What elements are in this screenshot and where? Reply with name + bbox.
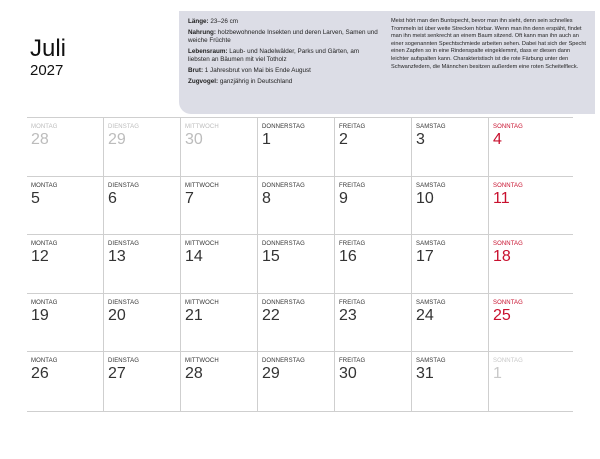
weekday-label: MONTAG xyxy=(31,358,58,365)
day-number: 11 xyxy=(493,189,510,207)
day-cell[interactable] xyxy=(181,294,258,352)
year-label: 2027 xyxy=(30,62,64,79)
weekday-label: DIENSTAG xyxy=(108,299,140,306)
day-cell[interactable] xyxy=(27,177,104,235)
day-number: 23 xyxy=(339,306,357,324)
day-cell[interactable] xyxy=(489,118,573,176)
day-cell[interactable] xyxy=(412,177,489,235)
day-number: 30 xyxy=(185,131,203,148)
weekday-label: MITTWOCH xyxy=(185,241,219,248)
weekday-label: SAMSTAG xyxy=(416,182,446,189)
day-number: 30 xyxy=(339,365,357,383)
day-cell[interactable] xyxy=(27,352,104,411)
weekday-label: MITTWOCH xyxy=(185,299,219,306)
fact-label: Lebensraum: xyxy=(188,48,228,56)
day-number: 1 xyxy=(262,131,271,148)
day-number: 29 xyxy=(262,365,280,383)
day-number: 8 xyxy=(262,189,271,207)
weekday-label: FREITAG xyxy=(339,124,366,130)
weekday-label: SONNTAG xyxy=(493,358,523,365)
weekday-label: MONTAG xyxy=(31,182,58,189)
day-number: 15 xyxy=(262,248,280,266)
day-cell[interactable] xyxy=(104,177,181,235)
day-cell[interactable] xyxy=(104,118,181,176)
weekday-label: MONTAG xyxy=(31,241,58,248)
weekday-label: DONNERSTAG xyxy=(262,358,305,365)
day-number: 16 xyxy=(339,248,357,266)
day-number: 28 xyxy=(185,365,203,383)
day-cell[interactable] xyxy=(27,294,104,352)
weekday-label: SONNTAG xyxy=(493,299,523,306)
calendar-week-row xyxy=(27,177,573,236)
day-cell[interactable] xyxy=(181,235,258,293)
day-cell[interactable] xyxy=(412,352,489,411)
fact-label: Länge: xyxy=(188,18,209,25)
day-number: 25 xyxy=(493,306,511,324)
calendar-week-row xyxy=(27,118,573,177)
weekday-label: DIENSTAG xyxy=(108,182,140,189)
day-cell[interactable] xyxy=(104,235,181,293)
day-cell[interactable] xyxy=(489,294,573,352)
fact-habitat xyxy=(188,48,378,65)
day-number: 18 xyxy=(493,248,511,266)
weekday-label: SONNTAG xyxy=(493,182,523,189)
day-cell[interactable] xyxy=(104,352,181,411)
day-cell[interactable] xyxy=(335,352,412,411)
fact-label: Zugvogel: xyxy=(188,78,219,86)
weekday-label: MITTWOCH xyxy=(185,182,219,189)
weekday-label: DIENSTAG xyxy=(108,124,140,130)
day-number: 9 xyxy=(339,189,348,207)
day-cell[interactable] xyxy=(27,235,104,293)
calendar-week-row xyxy=(27,294,573,353)
bird-facts xyxy=(188,18,378,89)
day-cell[interactable] xyxy=(181,352,258,411)
day-cell[interactable] xyxy=(335,118,412,176)
day-cell[interactable] xyxy=(258,235,335,293)
weekday-label: MITTWOCH xyxy=(185,358,219,365)
day-number: 14 xyxy=(185,248,203,266)
day-number: 3 xyxy=(416,131,425,148)
day-cell[interactable] xyxy=(489,177,573,235)
fact-breeding xyxy=(188,67,378,75)
month-header xyxy=(30,36,66,80)
weekday-label: MONTAG xyxy=(31,299,58,306)
weekday-label: FREITAG xyxy=(339,358,366,365)
day-cell[interactable] xyxy=(335,294,412,352)
weekday-label: DONNERSTAG xyxy=(262,182,305,189)
bird-description: Meist hört man den Buntspecht, bevor man ihn sieht, denn sein schnelles Trommeln ist über weite Strecken hörbar. Wenn man ihn denn erspäht, findet man ihn meist senkrecht an einem Baum sitzend. Oft kann man ihn auch an einer sogenannten Spechtschmiede arbeiten sehen. Dabei hat sich der Specht einen Zapfen so in eine Rindenspalte eingeklemmt, dass er diesen dann leichter aufspalten kann. Charakteristisch ist die rote Färbung unter den Schwanzfedern, die Männchen besitzen außerdem eine roten Scheitelfleck. xyxy=(391,18,586,70)
calendar-week-row xyxy=(27,352,573,411)
fact-text: 23–26 cm xyxy=(208,18,239,25)
calendar-grid xyxy=(27,117,573,412)
fact-length xyxy=(188,18,378,26)
weekday-label: FREITAG xyxy=(339,182,366,189)
day-cell[interactable] xyxy=(181,118,258,176)
day-number: 2 xyxy=(339,131,348,148)
day-number: 13 xyxy=(108,248,126,266)
weekday-label: DONNERSTAG xyxy=(262,299,305,306)
day-cell[interactable] xyxy=(258,294,335,352)
day-cell[interactable] xyxy=(258,177,335,235)
weekday-label: MITTWOCH xyxy=(185,124,219,130)
day-cell[interactable] xyxy=(489,235,573,293)
day-number: 17 xyxy=(416,248,434,266)
day-number: 26 xyxy=(31,365,49,383)
fact-food xyxy=(188,29,378,46)
day-cell[interactable] xyxy=(27,118,104,176)
weekday-label: SAMSTAG xyxy=(416,241,446,248)
weekday-label: DONNERSTAG xyxy=(262,124,305,130)
day-cell[interactable] xyxy=(335,235,412,293)
day-number: 28 xyxy=(31,131,49,148)
day-number: 21 xyxy=(185,306,203,324)
day-number: 22 xyxy=(262,306,280,324)
day-number: 4 xyxy=(493,131,502,148)
weekday-label: DIENSTAG xyxy=(108,358,140,365)
day-cell[interactable] xyxy=(181,177,258,235)
fact-text: holzbewohnende Insekten und deren Larven, Samen und weiche Früchte xyxy=(188,28,378,45)
day-number: 27 xyxy=(108,365,126,383)
day-cell[interactable] xyxy=(335,177,412,235)
weekday-label: SONNTAG xyxy=(493,241,523,248)
fact-migration xyxy=(188,78,378,86)
weekday-label: SAMSTAG xyxy=(416,124,446,130)
day-cell[interactable] xyxy=(412,118,489,176)
day-number: 10 xyxy=(416,189,434,207)
weekday-label: SAMSTAG xyxy=(416,299,446,306)
day-number: 20 xyxy=(108,306,126,324)
fact-text: ganzjährig in Deutschland xyxy=(218,78,293,86)
weekday-label: FREITAG xyxy=(339,299,366,306)
day-cell[interactable] xyxy=(489,352,573,411)
day-number: 5 xyxy=(31,189,40,207)
day-number: 19 xyxy=(31,306,49,324)
month-title: Juli xyxy=(30,35,67,62)
day-cell[interactable] xyxy=(258,352,335,411)
weekday-label: FREITAG xyxy=(339,241,366,248)
fact-label: Brut: xyxy=(188,67,204,75)
weekday-label: MONTAG xyxy=(31,124,58,130)
calendar-week-row xyxy=(27,235,573,294)
weekday-label: SONNTAG xyxy=(493,124,523,130)
day-number: 24 xyxy=(416,306,434,324)
fact-text: 1 Jahresbrut von Mai bis Ende August xyxy=(203,67,311,75)
fact-label: Nahrung: xyxy=(188,28,216,36)
day-number: 31 xyxy=(416,365,434,383)
day-cell[interactable] xyxy=(258,118,335,176)
day-cell[interactable] xyxy=(104,294,181,352)
weekday-label: DIENSTAG xyxy=(108,241,140,248)
weekday-label: DONNERSTAG xyxy=(262,241,305,248)
weekday-label: SAMSTAG xyxy=(416,358,446,365)
day-number: 7 xyxy=(185,189,194,207)
day-cell[interactable] xyxy=(412,294,489,352)
day-number: 29 xyxy=(108,131,126,148)
day-cell[interactable] xyxy=(412,235,489,293)
day-number: 1 xyxy=(493,365,502,383)
fact-text: Laub- und Nadelwälder, Parks und Gärten, am liebsten an Bäumen mit viel Totholz xyxy=(188,48,360,64)
day-number: 12 xyxy=(31,248,49,266)
day-number: 6 xyxy=(108,189,117,207)
bird-info-panel xyxy=(179,11,595,114)
